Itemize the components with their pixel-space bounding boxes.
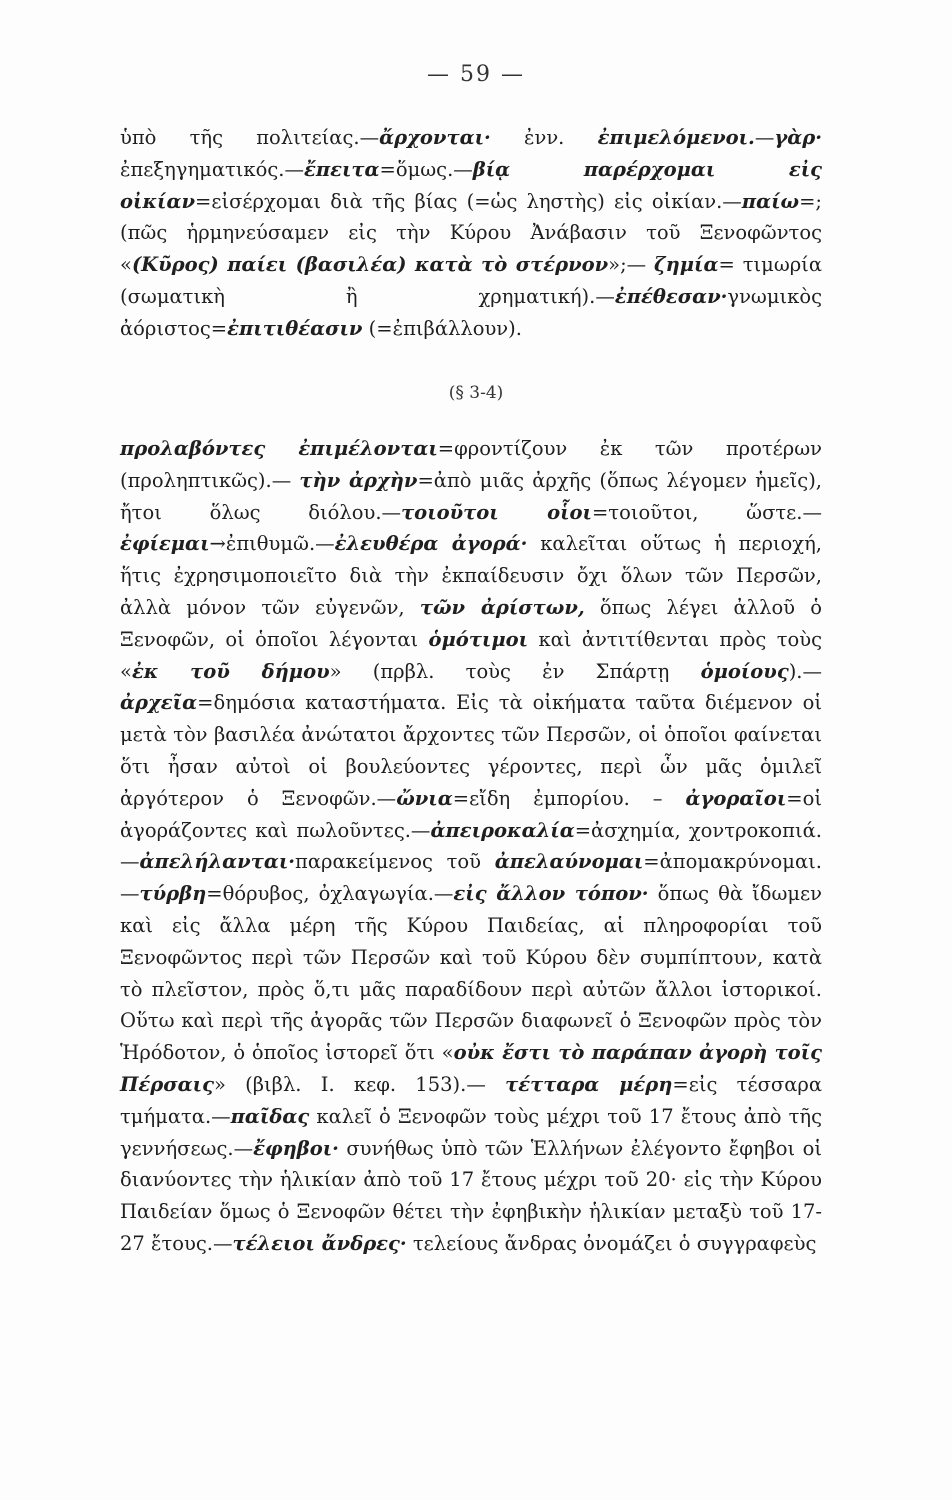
gloss-term: ἀρχεῖα [120,691,198,715]
gloss-text: »;— [608,253,655,277]
gloss-term: τέτταρα μέρη [505,1072,673,1096]
gloss-text: =εἴδη ἐμπορίου. – [452,786,686,810]
gloss-term: ἐλευθέρα ἀγορά· [334,532,528,556]
gloss-term: προλαβόντες ἐπιμέλονται [120,437,438,460]
gloss-text: » (πρβλ. τοὺς ἐν Σπάρτῃ [329,659,701,683]
gloss-term: τέλειοι ἄνδρες· [232,1231,407,1255]
gloss-text: =θόρυβος, ὀχλαγωγία.— [206,882,454,906]
gloss-text: =ἀσχημία, χοντροκοπιά.— [120,818,822,874]
gloss-term: οὐκ ἔστι τὸ παράπαν ἀγορὴ τοῖς Πέρσαις [120,1041,823,1096]
gloss-text: ἐνν. [490,126,598,149]
gloss-term: ἐφίεμαι [120,532,210,556]
gloss-term: ὁμοίους [700,659,789,683]
gloss-text: τελείους ἄνδρας ὀνομάζει ὁ συγγραφεὺς [406,1231,817,1255]
gloss-term: ὤνια [396,786,453,810]
gloss-text: παρακείμενος τοῦ [295,850,495,874]
gloss-text: ὅπως θὰ ἴδωμεν καὶ εἰς ἄλλα μέρη τῆς Κύρου Παιδείας, αἱ πληροφορίαι τοῦ Ξενοφῶντος περὶ τῶν Περσῶν καὶ τοῦ Κύρου δὲν συμπίπτουν, κατὰ τὸ πλεῖστον, πρὸς ὅ,τι μᾶς παραδίδουν περὶ αὐτῶν ἄλλοι ἱστορικοί. Οὕτω καὶ περὶ τῆς ἀγορᾶς τῶν Περσῶν διαφωνεῖ ὁ Ξενοφῶν πρὸς τὸν Ἡρόδοτον, ὁ ὁποῖος ἱστορεῖ ὅτι « [120,882,822,1065]
commentary-paragraph-1 [120,122,822,345]
gloss-term: εἰς ἄλλον τόπον· [453,882,649,906]
gloss-term: τύρβη [139,882,207,906]
gloss-term: τῶν ἀρίστων, [419,595,585,619]
gloss-text: =δημόσια καταστήματα. Εἰς τὰ οἰκήματα ταῦτα διέμενον οἱ μετὰ τὸν βασιλέα ἀνώτατοι ἄρχοντες τῶν Περσῶν, οἱ ὁποῖοι φαίνεται ὅτι ἦσαν αὐτοὶ οἱ βουλεύοντες γέροντες, περὶ ὧν μᾶς ὁμιλεῖ ἀργότερον ὁ Ξενοφῶν.— [120,691,822,810]
gloss-term: ἐπιτιθέασιν [227,316,363,340]
gloss-term: ὁμότιμοι [428,627,529,651]
gloss-text: =εἰς τέσσαρα τμήματα.— [120,1072,822,1128]
gloss-text: ).— [788,659,823,683]
gloss-text: συνήθως ὑπὸ τῶν Ἑλλήνων ἐλέγοντο ἔφηβοι οἱ διανύοντες τὴν ἡλικίαν ἀπὸ τοῦ 17 ἔτους μέχρι τοῦ 20· εἰς τὴν Κύρου Παιδείαν ὅμως ὁ Ξενοφῶν θέτει τὴν ἐφηβικὴν ἡλικίαν μεταξὺ τοῦ 17-27 ἔτους.— [120,1136,822,1255]
gloss-text: ὑπὸ τῆς πολιτείας.— [120,126,380,149]
page-number: — 59 — [427,62,525,87]
gloss-term: παίω [741,189,800,213]
gloss-term: ἐπιμελόμενοι. [597,126,755,149]
gloss-text: =τοιοῦτοι, ὥστε.— [591,500,822,524]
gloss-term: (Κῦρος) παίει (βασιλέα) κατὰ τὸ στέρνον [131,253,609,277]
section-reference: (§ 3-4) [448,383,504,403]
gloss-text: =ἀπὸ μιᾶς ἀρχῆς (ὅπως λέγομεν ἡμεῖς), ἤτοι ὅλως διόλου.— [120,468,823,524]
gloss-text: καλεῖται οὕτως ἡ περιοχή, ἥτις ἐχρησιμοποιεῖτο διὰ τὴν ἐκπαίδευσιν ὄχι ὅλων τῶν Περσῶν, ἀλλὰ μόνον τῶν εὐγενῶν, [120,532,822,619]
gloss-term: ἐκ τοῦ δήμου [131,659,330,683]
gloss-text: καλεῖ ὁ Ξενοφῶν τοὺς μέχρι τοῦ 17 ἔτους ἀπὸ τῆς γεννήσεως.— [120,1104,822,1160]
gloss-text: →ἐπιθυμῶ.— [209,532,335,556]
gloss-term: τοιοῦτοι οἷοι [401,500,592,524]
gloss-term: ἀπελήλανται· [139,850,296,874]
gloss-text: =εἰσέρχομαι διὰ τῆς βίας (=ὡς ληστὴς) εἰς οἰκίαν.— [195,189,742,213]
gloss-term: ἄρχονται· [379,126,491,149]
gloss-text: ἐπεξηγηματικός.— [120,157,304,181]
commentary-paragraph-2 [120,433,822,1260]
gloss-term: ἔπειτα [303,157,380,181]
gloss-text: — [754,126,775,149]
gloss-text: =ὅμως.— [379,157,473,181]
gloss-term: ζημία [654,253,719,277]
gloss-text: =ἀπομακρύνομαι.— [120,850,822,906]
gloss-term: ἀγοραῖοι [685,786,787,810]
gloss-text: (=ἐπιβάλλουν). [362,316,522,340]
gloss-term: ἀπειροκαλία [430,818,575,842]
gloss-text: =;(πῶς ἡρμηνεύσαμεν εἰς τὴν Κύρου Ἀνάβασιν τοῦ Ξενοφῶντος « [120,189,822,277]
gloss-text: =φροντίζουν ἐκ τῶν προτέρων (προληπτικῶς).— [120,437,822,492]
gloss-term: βίᾳ παρέρχομαι εἰς οἰκίαν [120,157,822,213]
gloss-text: =οἱ ἀγοράζοντες καὶ πωλοῦντες.— [120,786,822,842]
gloss-term: ἀπελαύνομαι [494,850,644,874]
gloss-term: ἔφηβοι· [253,1136,339,1160]
gloss-term: παῖδας [230,1104,310,1128]
gloss-term: ἐπέθεσαν· [614,284,728,308]
gloss-text: = τιμωρία (σωματικὴ ἢ χρηματική).— [120,253,822,308]
gloss-text: » (βιβλ. I. κεφ. 153).— [213,1072,506,1096]
gloss-text: γνωμικὸς ἀόριστος= [120,284,822,340]
gloss-term: γὰρ· [774,126,822,149]
gloss-term: τὴν ἀρχὴν [299,468,418,492]
gloss-text: καὶ ἀντιτίθενται πρὸς τοὺς « [120,627,823,683]
gloss-text: ὅπως λέγει ἀλλοῦ ὁ Ξενοφῶν, οἱ ὁποῖοι λέγονται [120,595,822,651]
